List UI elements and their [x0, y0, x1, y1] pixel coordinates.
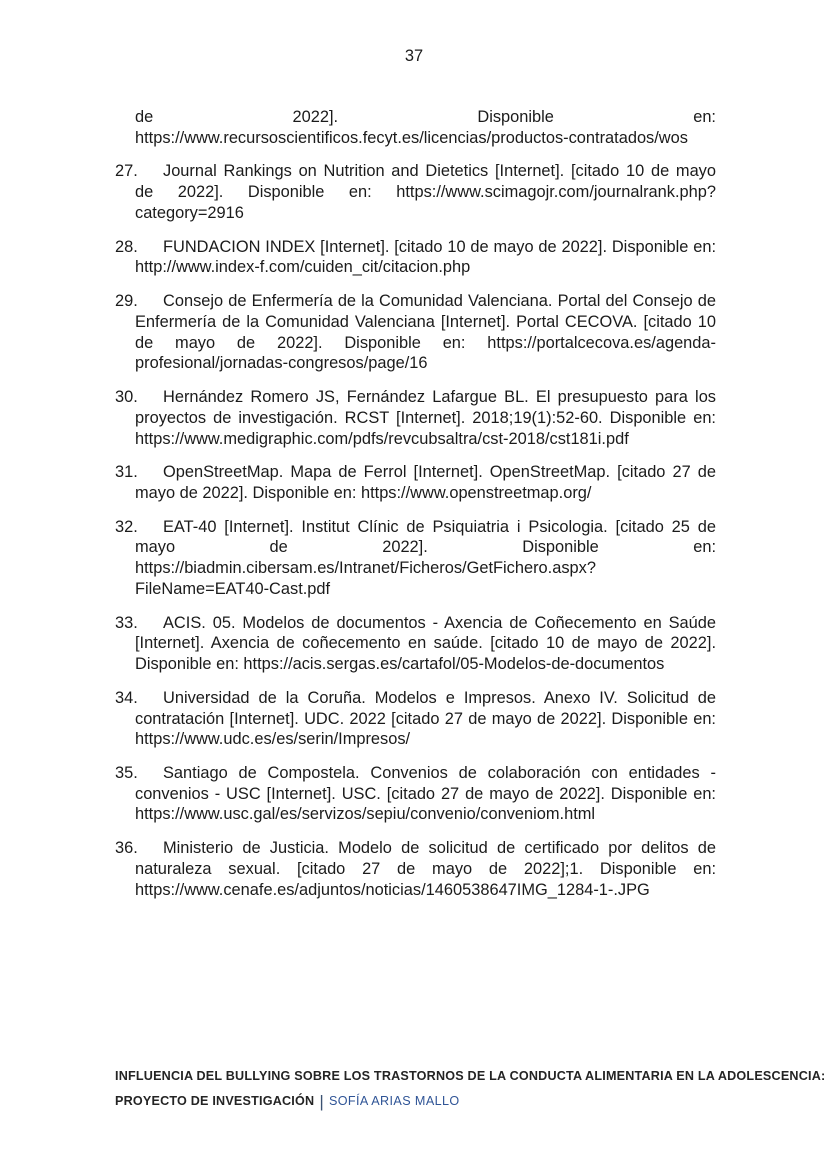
reference-text: Santiago de Compostela. Convenios de colaboración con entidades - convenios - USC [Internet]. USC. [citado 27 de mayo de 2022]. Disponible en: https://www.usc.gal/es/servizos/sepiu/convenio/conveniom.html: [135, 763, 716, 824]
reference-item: [115, 838, 716, 900]
references-list: [115, 107, 716, 913]
reference-item: [115, 613, 716, 675]
reference-text: Universidad de la Coruña. Modelos e Impresos. Anexo IV. Solicitud de contratación [Internet]. UDC. 2022 [citado 27 de mayo de 2022]. Disponible en: https://www.udc.es/es/serin/Impresos/: [135, 688, 716, 749]
reference-text: Consejo de Enfermería de la Comunidad Valenciana. Portal del Consejo de Enfermería de la Comunidad Valenciana [Internet]. Portal CECOVA. [citado 10 de mayo de 2022]. Disponible en: https://portalcecova.es/agenda-profesional/jornadas-congresos/page/16: [135, 291, 716, 373]
reference-number: 36.: [115, 839, 138, 858]
reference-number: 31.: [115, 463, 138, 482]
reference-number: 27.: [115, 162, 138, 181]
page-footer: [115, 1064, 826, 1114]
reference-item: [115, 237, 716, 279]
reference-number: 30.: [115, 387, 138, 406]
reference-number: 35.: [115, 763, 138, 782]
reference-continuation-text: de 2022]. Disponible en: https://www.recursoscientificos.fecyt.es/licencias/productos-contratados/wos: [135, 108, 716, 147]
reference-number: 32.: [115, 517, 138, 536]
reference-item: [115, 688, 716, 750]
reference-continuation: [115, 107, 716, 149]
reference-item: [115, 291, 716, 374]
reference-number: 34.: [115, 688, 138, 707]
reference-text: Journal Rankings on Nutrition and Dietetics [Internet]. [citado 10 de mayo de 2022]. Disponible en: https://www.scimagojr.com/journalrank.php?category=2916: [135, 162, 716, 222]
reference-text: Hernández Romero JS, Fernández Lafargue BL. El presupuesto para los proyectos de investigación. RCST [Internet]. 2018;19(1):52-60. Disponible en: https://www.medigraphic.com/pdfs/revcubsaltra/cst-2018/cst181i.pdf: [135, 387, 716, 448]
footer-title-line2: [115, 1089, 755, 1114]
footer-author-name: SOFÍA ARIAS MALLO: [328, 1094, 460, 1108]
reference-number: 33.: [115, 613, 138, 632]
footer-title-line1: INFLUENCIA DEL BULLYING SOBRE LOS TRASTORNOS DE LA CONDUCTA ALIMENTARIA EN LA ADOLESCENCIA:: [115, 1069, 826, 1083]
footer-separator-bar: |: [319, 1092, 324, 1111]
reference-item: [115, 462, 716, 504]
page-number: 37: [404, 47, 424, 65]
reference-item: [115, 517, 716, 600]
footer-project-label: PROYECTO DE INVESTIGACIÓN: [115, 1094, 315, 1108]
reference-item: [115, 161, 716, 223]
reference-item: [115, 763, 716, 825]
reference-item: [115, 387, 716, 449]
reference-number: 29.: [115, 291, 138, 310]
reference-number: 28.: [115, 237, 138, 256]
reference-text: Ministerio de Justicia. Modelo de solicitud de certificado por delitos de naturaleza sexual. [citado 27 de mayo de 2022];1. Disponible en: https://www.cenafe.es/adjuntos/noticias/1460538647IMG_1284-1-.JPG: [135, 839, 716, 899]
reference-text: ACIS. 05. Modelos de documentos - Axencia de Coñecemento en Saúde [Internet]. Axencia de coñecemento en saúde. [citado 10 de mayo de 2022]. Disponible en: https://acis.sergas.es/cartafol/05-Modelos-de-documentos: [135, 613, 716, 674]
reference-text: EAT-40 [Internet]. Institut Clínic de Psiquiatria i Psicologia. [citado 25 de mayo de 2022]. Disponible en: https://biadmin.cibersam.es/Intranet/Ficheros/GetFichero.aspx?FileName=EAT40-Cast.pdf: [135, 517, 716, 598]
reference-text: FUNDACION INDEX [Internet]. [citado 10 de mayo de 2022]. Disponible en: http://www.index-f.com/cuiden_cit/citacion.php: [135, 237, 716, 277]
reference-text: OpenStreetMap. Mapa de Ferrol [Internet]. OpenStreetMap. [citado 27 de mayo de 2022]. Disponible en: https://www.openstreetmap.org/: [135, 463, 716, 502]
